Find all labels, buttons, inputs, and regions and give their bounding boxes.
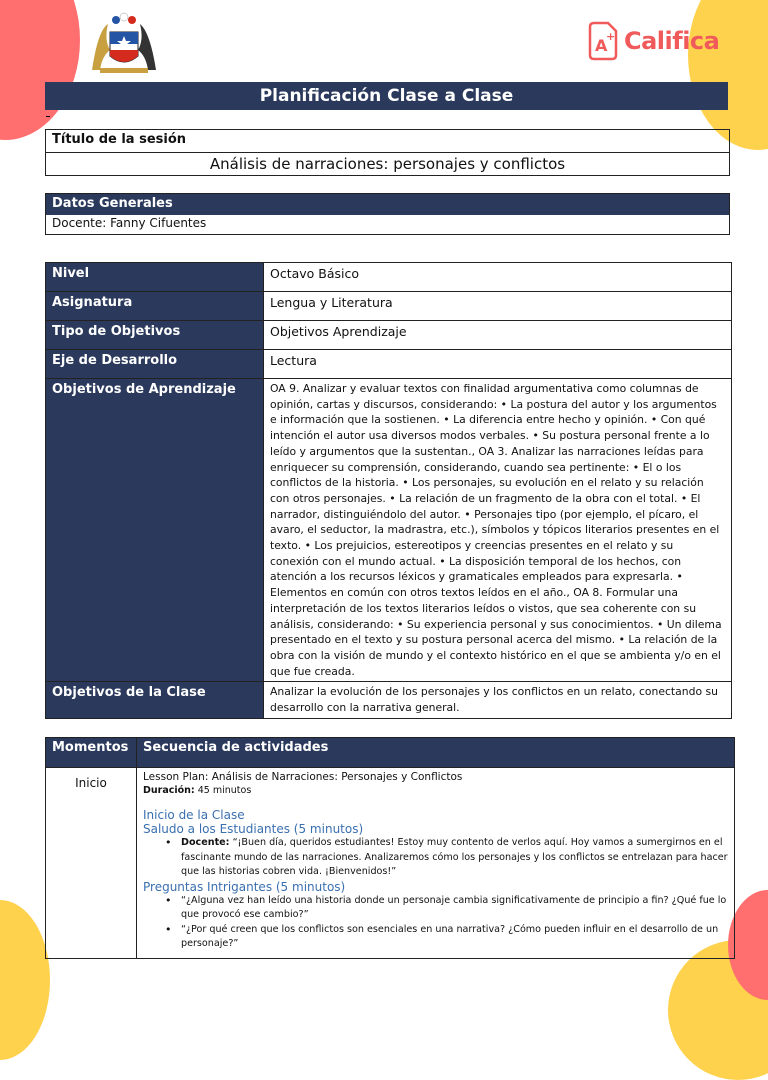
info-value: Lengua y Literatura <box>264 292 732 321</box>
activities-row-inicio <box>46 768 735 959</box>
info-row-tipo <box>46 321 732 350</box>
info-key: Asignatura <box>46 292 264 321</box>
general-data-box <box>45 193 730 235</box>
info-key: Objetivos de Aprendizaje <box>46 379 264 682</box>
info-value: OA 9. Analizar y evaluar textos con finalidad argumentativa como columnas de opinión, cartas y discursos, considerando: • La postura del autor y los argumentos e información que la sostienen. • La diferencia entre hecho y opinión. • Con qué intención el autor usa diversos modos verbales. • Su postura personal frente a lo leído y argumentos que la sustentan., OA 3. Analizar las narraciones leídas para enriquecer su comprensión, considerando, cuando sea pertinente: • El o los conflictos de la historia. • Los personajes, su evolución en el relato y su relación con otros personajes. • La relación de un fragmento de la obra con el total. • El narrador, distinguiéndolo del autor. • Personajes tipo (por ejemplo, el pícaro, el avaro, el seductor, la madrastra, etc.), símbolos y tópicos literarios presentes en el texto. • Los prejuicios, estereotipos y creencias presentes en el relato y su conexión con el mundo actual. • La disposición temporal de los hechos, con atención a los recursos léxicos y gramaticales empleados para expresarla. • Elementos en común con otros textos leídos en el año., OA 8. Formular una interpretación de los textos literarios leídos o vistos, que sea coherente con su análisis, considerando: • Su experiencia personal y sus conocimientos. • Un dilema presentado en el texto y su postura personal acerca del mismo. • La relación de la obra con la visión de mundo y el contexto histórico en el que se ambienta y/o en el que fue creada. <box>264 379 732 682</box>
duration <box>143 785 728 796</box>
course-info-table <box>45 262 732 719</box>
info-key: Objetivos de la Clase <box>46 682 264 718</box>
info-row-asignatura <box>46 292 732 321</box>
info-key: Eje de Desarrollo <box>46 350 264 379</box>
chile-coat-of-arms-logo <box>86 10 162 76</box>
lesson-plan-title: Lesson Plan: Análisis de Narraciones: Personajes y Conflictos <box>143 771 463 783</box>
general-data-heading: Datos Generales <box>46 194 729 215</box>
a-plus-icon <box>586 21 620 61</box>
greeting-speaker: Docente: <box>181 837 230 848</box>
info-row-eje <box>46 350 732 379</box>
subheading-greeting: Saludo a los Estudiantes (5 minutos) <box>143 822 364 836</box>
info-value: Lectura <box>264 350 732 379</box>
divider-mark <box>46 116 50 117</box>
califica-logo <box>586 18 719 64</box>
list-item: • “¿Alguna vez han leído una historia donde un personaje cambia significativamente de principio a fin? ¿Qué fue lo que provocó ese cambio?” <box>181 894 728 923</box>
activities-header-row <box>46 738 735 768</box>
greeting-list <box>143 836 728 880</box>
svg-text:+: + <box>606 30 616 43</box>
page-title: Planificación Clase a Clase <box>45 82 728 110</box>
duration-label: Duración: <box>143 785 195 796</box>
info-key: Nivel <box>46 263 264 292</box>
list-item <box>181 836 728 880</box>
info-row-objetivos-aprendizaje <box>46 379 732 682</box>
list-item: • “¿Por qué creen que los conflictos son esenciales en una narrativa? ¿Cómo pueden influir en el desarrollo de un personaje?” <box>181 923 728 952</box>
brand-name: Califica <box>624 27 720 55</box>
column-header-sequence: Secuencia de actividades <box>137 738 735 768</box>
activity-sequence <box>137 768 735 959</box>
info-value: Octavo Básico <box>264 263 732 292</box>
info-value: Objetivos Aprendizaje <box>264 321 732 350</box>
subheading-questions: Preguntas Intrigantes (5 minutos) <box>143 879 346 894</box>
svg-text:A: A <box>595 36 608 55</box>
duration-value: 45 minutos <box>194 785 252 796</box>
greeting-text: “¡Buen día, queridos estudiantes! Estoy muy contento de verlos aquí. Hoy vamos a sumergirnos en el fascinante mundo de las narraciones. Analizaremos cómo los personajes y los conflictos se entrelazan para hacer que las historias cobren vida. ¡Bienvenidos!” <box>181 837 728 877</box>
info-row-objetivos-clase <box>46 682 732 718</box>
questions-list <box>143 894 728 952</box>
info-value: Analizar la evolución de los personajes y los conflictos en un relato, conectando su desarrollo con la narrativa general. <box>264 682 732 718</box>
section-heading-start: Inicio de la Clase <box>143 808 245 822</box>
teacher-name: Docente: Fanny Cifuentes <box>52 216 207 230</box>
info-key: Tipo de Objetivos <box>46 321 264 350</box>
session-title-label: Título de la sesión <box>46 130 729 153</box>
column-header-moments: Momentos <box>46 738 137 768</box>
session-title-box <box>45 129 730 176</box>
activities-table <box>45 737 735 959</box>
session-title-value: Análisis de narraciones: personajes y conflictos <box>209 155 566 173</box>
info-row-nivel <box>46 263 732 292</box>
moment-label: Inicio <box>46 768 137 959</box>
